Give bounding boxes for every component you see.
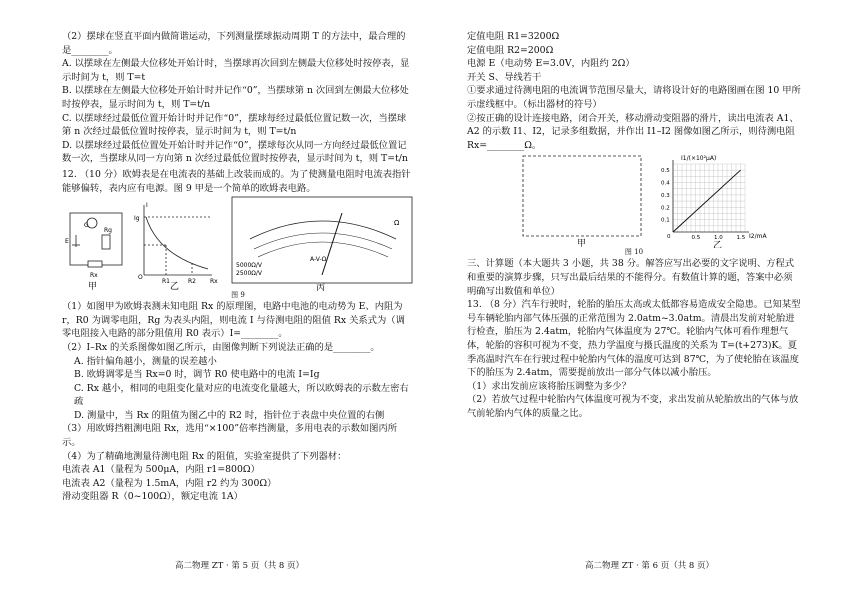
q11-option-c: C. 以摆球经过最低位置开始计时并记作“0”，摆球每经过最低位置记数一次，当摆球第 n 次经过最低位置时按停表，显示时间为 t，则 T=t/n — [62, 112, 407, 138]
dial-brand: A-V-Ω — [310, 256, 327, 264]
q12-part2: （2）I–Rx 的关系图像如图乙所示，由图像判断下列说法正确的是________。 — [62, 341, 380, 353]
svg-text:R1: R1 — [162, 278, 170, 286]
fig9-label-jia: 甲 — [88, 282, 98, 292]
fig10-caption: 图 10 — [624, 248, 644, 257]
svg-text:E: E — [65, 238, 69, 246]
graph-xlabel: I2/mA — [749, 233, 767, 241]
svg-text:I: I — [146, 202, 148, 210]
svg-text:R2: R2 — [188, 278, 196, 286]
q11-part2: （2）摆球在竖直平面内做简谐运动，下列测量摆球振动周期 T 的方法中，最合理的是________。 — [62, 31, 406, 56]
svg-text:Rx: Rx — [90, 272, 98, 280]
figure-10-drawing — [467, 152, 801, 248]
left-column — [62, 30, 414, 504]
fig10-label-yi: 乙 — [713, 241, 723, 249]
svg-text:O: O — [138, 274, 143, 282]
q12-option-c: C. Rx 越小，相同的电阻变化量对应的电流变化量越大，所以欧姆表的示数左密右疏 — [74, 382, 409, 408]
q12-option-a: A. 指针偏角越小，测量的误差越小 — [74, 355, 217, 367]
q12-option-b: B. 欧姆调零是当 Rx=0 时，调节 R0 使电路中的电流 I=Ig — [74, 369, 320, 381]
q13-part2: （2）若放气过程中轮胎内气体温度可视为不变，求出发前从轮胎放出的气体与放气前轮胎内气体的质量之比。 — [467, 394, 799, 419]
q12-intro: 12. （10 分）欧姆表是在电流表的基础上改装而成的。为了使测量电阻时电流表指针能够偏转，表内应有电源。图 9 甲是一个简单的欧姆表电路。 — [62, 168, 411, 194]
q13-part1: （1）求出发前应该将胎压调整为多少？ — [467, 380, 631, 392]
dial-ohm-symbol: Ω — [394, 219, 400, 228]
equipment-7: 开关 S、导线若干 — [467, 71, 542, 83]
equipment-3: 滑动变阻器 R（0~100Ω），额定电流 1A） — [62, 491, 243, 503]
q12-part3: （3）用欧姆挡粗测电阻 Rx，选用“×100”倍率挡测量，多用电表的示数如图丙所示。 — [62, 423, 398, 449]
q13-stem: 13. （8 分）汽车行驶时，轮胎的胎压太高或太低都容易造成安全隐患。已知某型号车辆轮胎内部气体压强的正常范围为 2.0atm~3.0atm。清晨出发前对轮胎进行检查，胎压为 2.4atm，轮胎内气体温度为 27℃。轮胎内气体可看作理想气体，轮胎的容积可视为不变，热力学温度与摄氏温度的关系为 T=(t+273)K。夏季高温时汽车在行驶过程中轮胎内气体的温度可达到 87℃，为了使轮胎在该温度下的胎压为 2.4atm，需要提前放出一部分气体以减小胎压。 — [467, 299, 801, 379]
x-tick-label: 0.5 — [691, 235, 701, 242]
fig9-caption: 图 9 — [231, 291, 245, 300]
svg-text:Rx: Rx — [210, 278, 218, 286]
i-rx-graph — [144, 205, 212, 275]
svg-text:Rg: Rg — [104, 227, 112, 235]
equipment-1: 电流表 A1（量程为 500μA，内阻 r1=800Ω） — [62, 464, 260, 476]
x-tick-label: 1.5 — [736, 235, 746, 242]
fig9-label-bing: 丙 — [316, 284, 326, 292]
footer-page-5: 高二物理 ZT · 第 5 页（共 8 页） — [175, 561, 305, 571]
i1-i2-graph — [661, 160, 749, 241]
svg-text:G: G — [84, 222, 89, 230]
y-tick-label: 0.1 — [661, 217, 670, 224]
figure-9-drawing — [62, 195, 414, 291]
dial-sensitivity-1: 5000Ω/V — [236, 262, 262, 270]
q12-option-d: D. 测量中，当 Rx 的阻值为图乙中的 R2 时，指针位于表盘中央位置的右侧 — [74, 409, 385, 421]
equipment-2: 电流表 A2（量程为 1.5mA，内阻 r2 约为 300Ω） — [62, 477, 277, 489]
y-tick-label: 0.5 — [661, 168, 670, 175]
section3-heading: 三、计算题（本大题共 3 小题，共 38 分。解答应写出必要的文字说明、方程式和重要的演算步骤，只写出最后结果的不能得分。有数值计算的题，答案中必须明确写出数值和单位） — [467, 258, 795, 297]
svg-text:Ig: Ig — [134, 215, 140, 223]
y-tick-label: 0.3 — [661, 193, 670, 200]
circuit-diagram — [70, 213, 122, 267]
y-tick-label: 0.4 — [661, 180, 670, 187]
answer-box — [523, 156, 641, 236]
y-tick-label: 0.2 — [661, 205, 670, 212]
fig9-label-yi: 乙 — [170, 282, 180, 292]
right-column — [467, 30, 801, 420]
q11-option-b: B. 以摆球在左侧最大位移处开始计时并记作“0”，当摆球第 n 次回到左侧最大位移处时按停表，显示时间为 t，则 T=t/n — [62, 85, 409, 110]
q12-part1: （1）如图甲为欧姆表测未知电阻 Rx 的原理图，电路中电池的电动势为 E、内阻为 r，R0 为调零电阻，Rg 为表头内阻，则电流 I 与待测电阻的阻值 Rx 关系式为（调零电阻接入电路的部分阻值用 R0 表示）I=________。 — [62, 301, 405, 340]
equipment-5: 定值电阻 R2=200Ω — [467, 44, 554, 56]
q11-option-a: A. 以摆球在左侧最大位移处开始计时，当摆球再次回到左侧最大位移处时按停表，显示时间为 t，则 T=t — [62, 58, 410, 83]
q12-part4b: ②按正确的设计连接电路，闭合开关，移动滑动变阻器的滑片，读出电流表 A1、A2 的示数 I1、I2，记录多组数据，并作出 I1–I2 图像如图乙所示，则待测电阻 Rx=________Ω。 — [467, 112, 799, 151]
dial-sensitivity-2: 2500Ω/V — [236, 270, 262, 278]
origin-label: 0 — [667, 234, 671, 241]
fig10-label-jia: 甲 — [577, 239, 587, 249]
figure-9 — [62, 195, 414, 291]
q11-option-d: D. 以摆球经过最低位置处开始计时并记作“0”，摆球每次从同一方向经过最低位置记数一次，当摆球从同一方向第 n 次经过最低位置时按停表，显示时间为 t，则 T=t/n — [62, 139, 408, 165]
footer-page-6: 高二物理 ZT · 第 6 页（共 8 页） — [585, 561, 715, 571]
figure-10 — [467, 152, 801, 248]
q12-part4a: ①要求通过待测电阻的电流调节范围尽量大，请将设计好的电路图画在图 10 甲所示虚线框中。（标出器材的符号） — [467, 85, 801, 110]
equipment-4: 定值电阻 R1=3200Ω — [467, 31, 560, 42]
q12-part4: （4）为了精确地测量待测电阻 Rx 的阻值，实验室提供了下列器材： — [62, 450, 347, 462]
equipment-6: 电源 E（电动势 E=3.0V，内阻约 2Ω） — [467, 58, 635, 70]
graph-ylabel: I1/(×10²μA) — [681, 155, 717, 163]
x-tick-label: 1.0 — [714, 235, 723, 242]
